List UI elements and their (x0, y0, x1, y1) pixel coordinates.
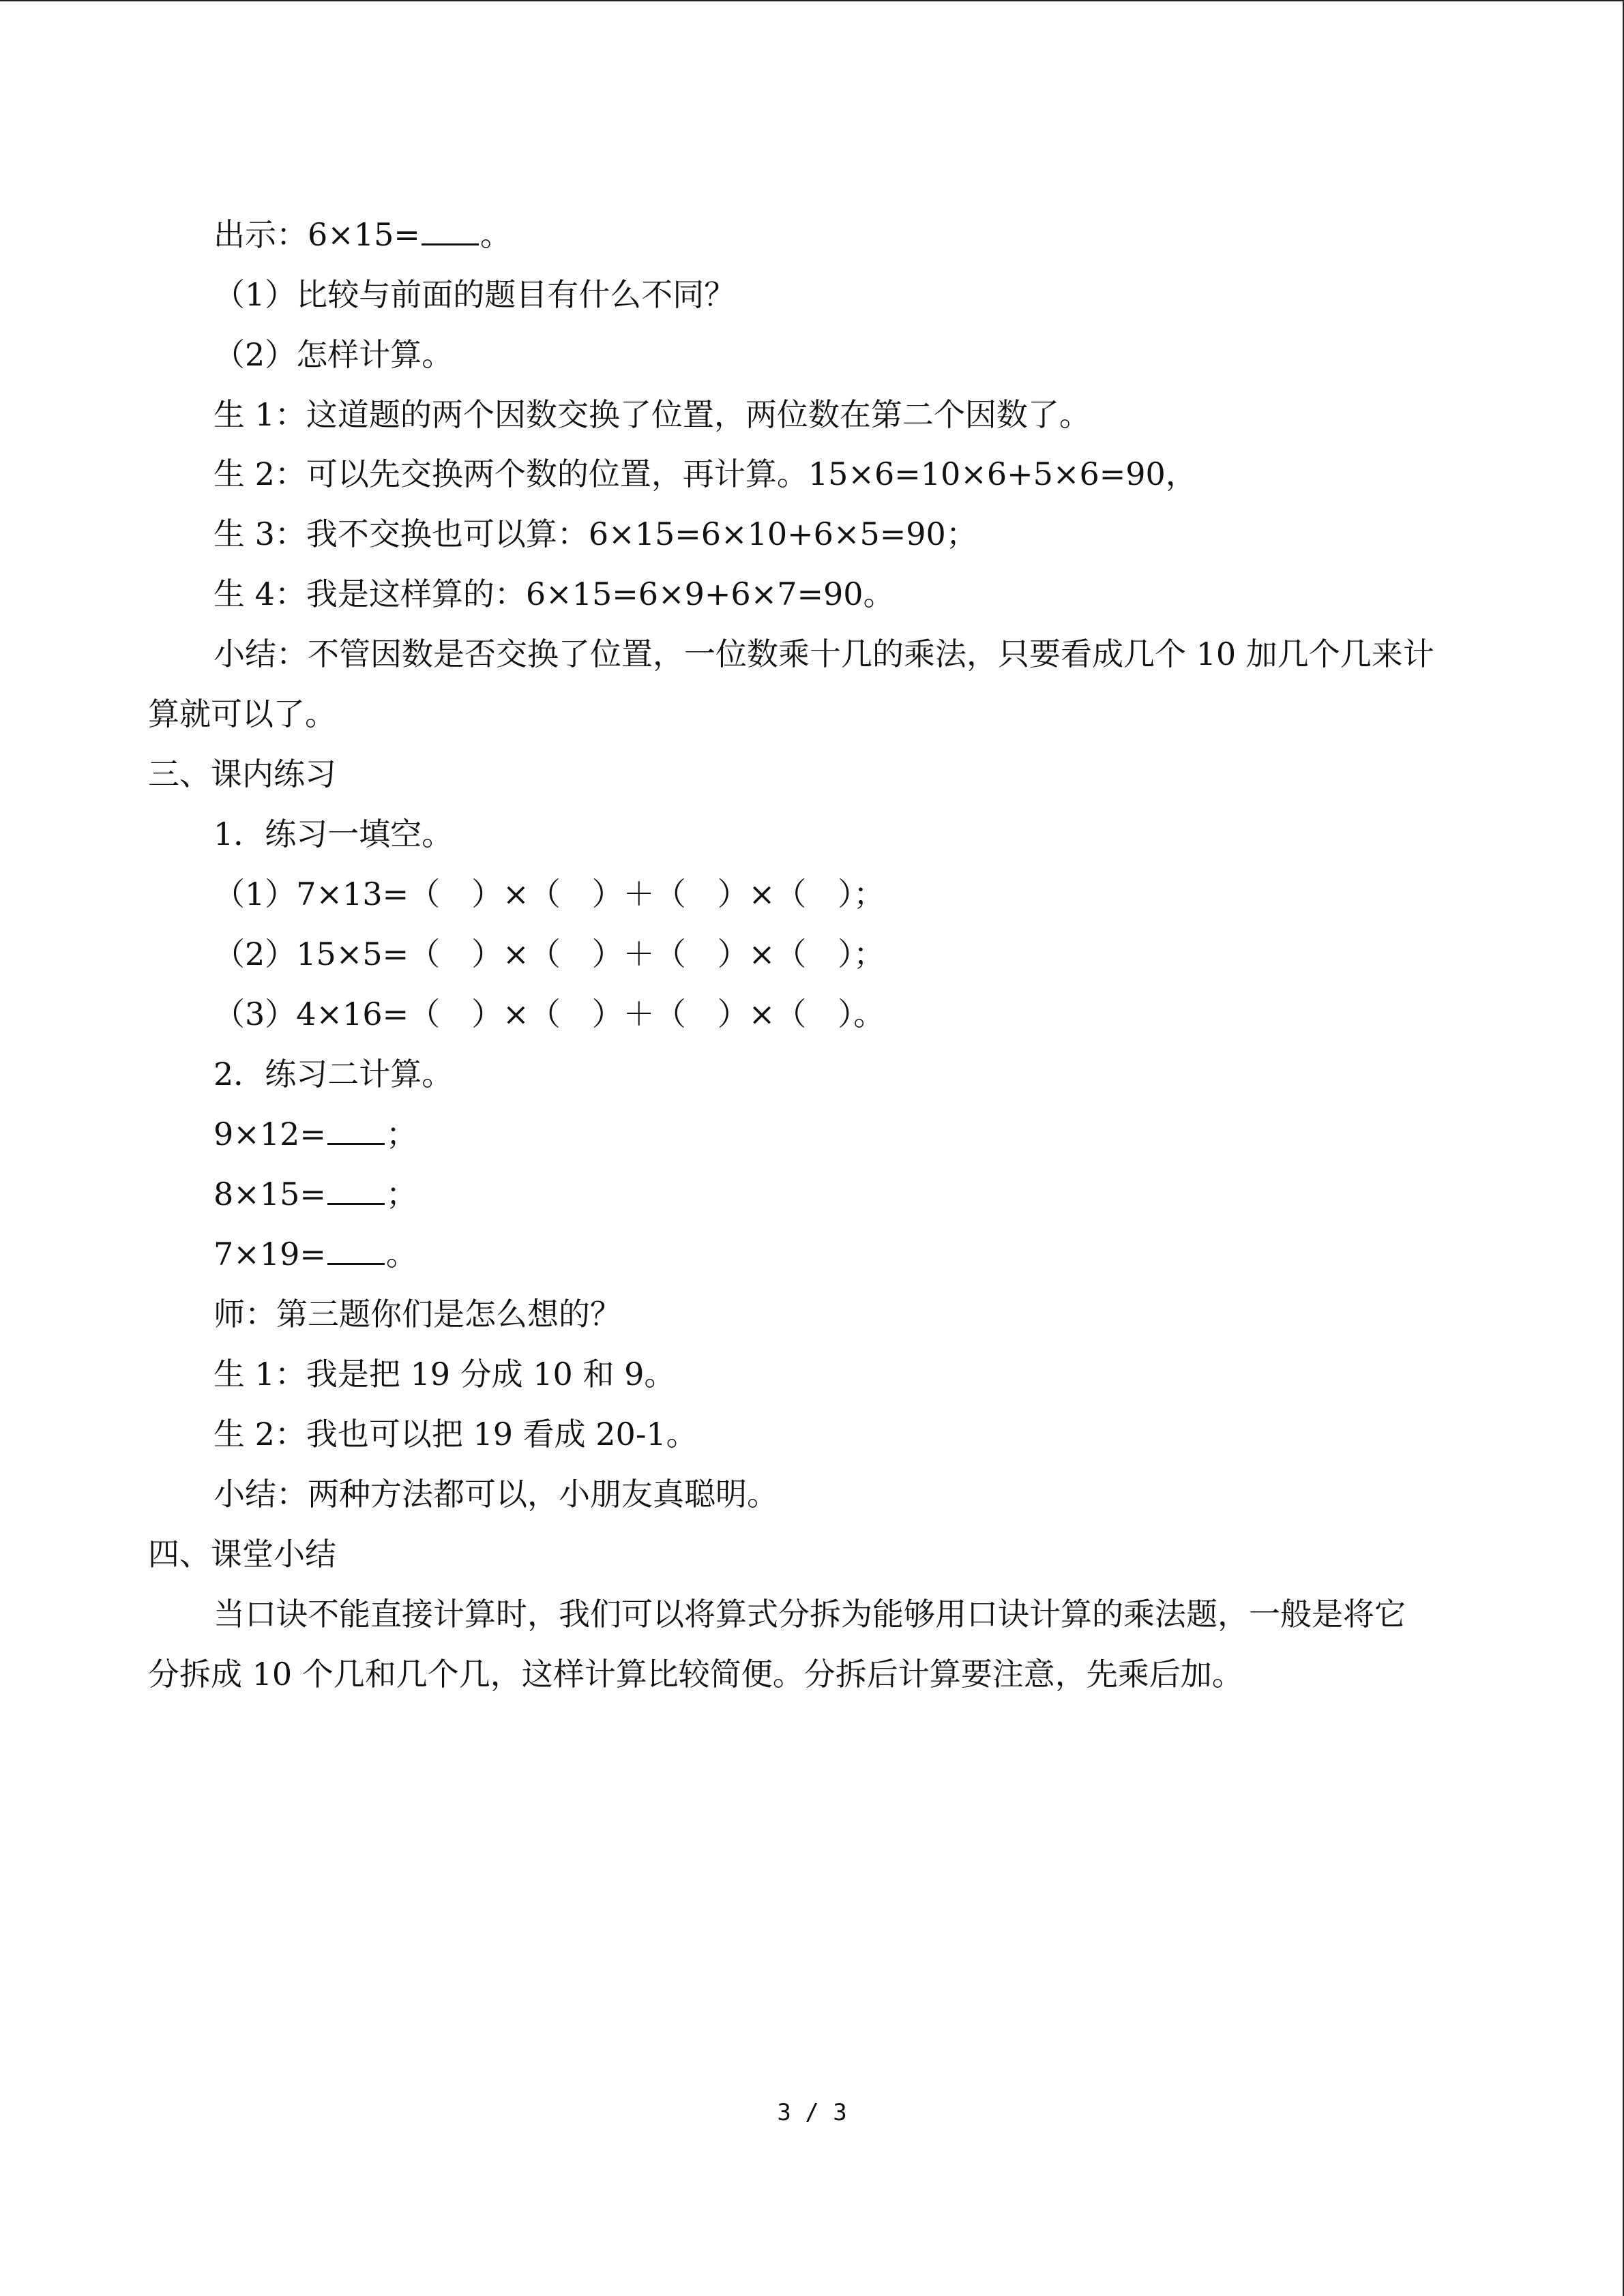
summary-paragraph: 小结：不管因数是否交换了位置，一位数乘十几的乘法，只要看成几个 10 加几个几来计 (213, 636, 1434, 672)
exercise-2-item-3 (213, 1234, 417, 1274)
exercise-2-item-2-text: 8×15= (213, 1176, 326, 1212)
question-1: （1）比较与前面的题目有什么不同？ (213, 276, 736, 313)
practice-summary: 小结：两种方法都可以，小朋友真聪明。 (213, 1476, 778, 1512)
exercise-2-item-1-end: ； (385, 1116, 417, 1152)
teacher-question: 师：第三题你们是怎么想的？ (213, 1296, 621, 1332)
display-problem-line (213, 214, 512, 255)
exercise-1-title: 1．练习一填空。 (213, 816, 454, 852)
class-summary-continuation: 分拆成 10 个几和几个几，这样计算比较简便。分拆后计算要注意，先乘后加。 (148, 1656, 1243, 1693)
student-2-reply: 生 2：我也可以把 19 看成 20-1。 (213, 1416, 698, 1452)
student-2-answer: 生 2：可以先交换两个数的位置，再计算。15×6=10×6+5×6=90， (213, 456, 1197, 492)
question-2: （2）怎样计算。 (213, 336, 454, 373)
student-1-reply: 生 1：我是把 19 分成 10 和 9。 (213, 1356, 676, 1392)
class-summary-paragraph: 当口诀不能直接计算时，我们可以将算式分拆为能够用口诀计算的乘法题，一般是将它 (213, 1596, 1406, 1632)
exercise-1-item-1: （1）7×13=（ ）×（ ）＋（ ）×（ ）； (213, 876, 885, 912)
exercise-2-item-3-end: 。 (385, 1236, 417, 1272)
page-number: 3 / 3 (777, 2099, 847, 2126)
student-4-answer: 生 4：我是这样算的：6×15=6×9+6×7=90。 (213, 576, 895, 612)
section-heading-class-summary: 四、课堂小结 (148, 1536, 336, 1572)
section-heading-practice: 三、课内练习 (148, 756, 336, 792)
student-3-answer: 生 3：我不交换也可以算：6×15=6×10+6×5=90； (213, 516, 977, 552)
exercise-2-item-2-end: ； (385, 1176, 417, 1212)
answer-blank (327, 1237, 385, 1265)
student-1-answer: 生 1：这道题的两个因数交换了位置，两位数在第二个因数了。 (213, 396, 1091, 433)
exercise-2-title: 2．练习二计算。 (213, 1056, 454, 1092)
exercise-2-item-1-text: 9×12= (213, 1116, 326, 1152)
exercise-2-item-3-text: 7×19= (213, 1236, 326, 1272)
display-problem-end: 。 (479, 216, 512, 253)
answer-blank (327, 1117, 385, 1145)
exercise-1-item-3: （3）4×16=（ ）×（ ）＋（ ）×（ ）。 (213, 996, 885, 1032)
answer-blank (422, 218, 479, 245)
exercise-1-item-2: （2）15×5=（ ）×（ ）＋（ ）×（ ）； (213, 936, 885, 972)
answer-blank (327, 1177, 385, 1205)
display-problem-text: 出示：6×15= (213, 216, 420, 253)
summary-continuation: 算就可以了。 (148, 696, 336, 732)
exercise-2-item-2 (213, 1174, 417, 1214)
exercise-2-item-1 (213, 1114, 417, 1154)
